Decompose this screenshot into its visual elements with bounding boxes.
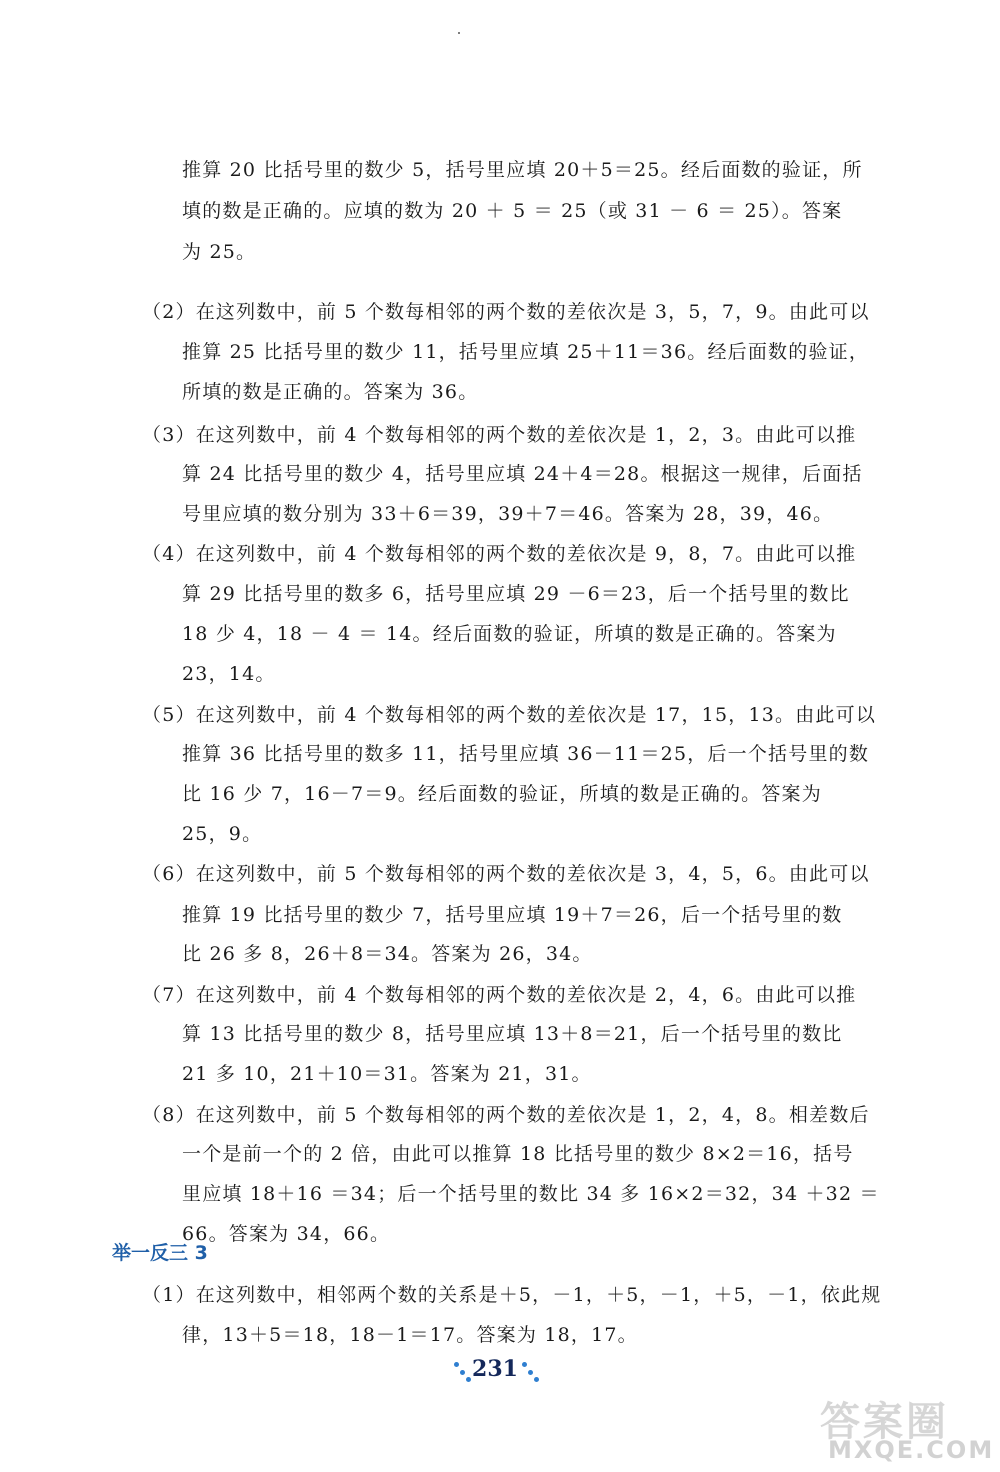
- text-line: 18 少 4，18 － 4 ＝ 14。经后面数的验证，所填的数是正确的。答案为: [182, 623, 837, 645]
- text-line: （7）在这列数中，前 4 个数每相邻的两个数的差依次是 2，4，6。由此可以推: [142, 984, 857, 1006]
- page-number: [450, 1356, 540, 1388]
- text-line: 推算 25 比括号里的数少 11，括号里应填 25＋11＝36。经后面数的验证，: [182, 341, 870, 363]
- text-line: 比 16 少 7，16－7＝9。经后面数的验证，所填的数是正确的。答案为: [182, 783, 822, 805]
- text-line: 推算 20 比括号里的数少 5，括号里应填 20＋5＝25。经后面数的验证，所: [182, 159, 863, 181]
- text-line: （6）在这列数中，前 5 个数每相邻的两个数的差依次是 3，4，5，6。由此可以: [142, 863, 870, 885]
- text-line: 比 26 多 8，26＋8＝34。答案为 26，34。: [182, 943, 593, 965]
- watermark-url: MXQE.COM: [828, 1436, 995, 1464]
- watermark-logo: [816, 1390, 995, 1468]
- text-line: 所填的数是正确的。答案为 36。: [182, 381, 479, 403]
- watermark-title: 答案圈: [820, 1399, 949, 1445]
- text-line: 25，9。: [182, 823, 263, 845]
- text-line: 为 25。: [182, 241, 257, 263]
- decor-dot-icon: [534, 1377, 539, 1382]
- text-line: 律，13＋5＝18，18－1＝17。答案为 18，17。: [182, 1324, 638, 1346]
- section-heading: 举一反三 3: [112, 1242, 208, 1264]
- text-line: 一个是前一个的 2 倍，由此可以推算 18 比括号里的数少 8×2＝16，括号: [182, 1143, 854, 1165]
- decor-dot-icon: [454, 1362, 459, 1367]
- text-line: 里应填 18＋16 ＝34；后一个括号里的数比 34 多 16×2＝32，34 ＋32 ＝: [182, 1183, 880, 1205]
- decor-dot-icon: [460, 1370, 465, 1375]
- text-line: 算 24 比括号里的数少 4，括号里应填 24＋4＝28。根据这一规律，后面括: [182, 463, 863, 485]
- decor-dot-icon: [466, 1377, 471, 1382]
- decor-dot-icon: [522, 1362, 527, 1367]
- text-line: （8）在这列数中，前 5 个数每相邻的两个数的差依次是 1，2，4，8。相差数后: [142, 1104, 870, 1126]
- text-line: （5）在这列数中，前 4 个数每相邻的两个数的差依次是 17，15，13。由此可以: [142, 704, 877, 726]
- text-line: 推算 36 比括号里的数多 11，括号里应填 36－11＝25，后一个括号里的数: [182, 743, 870, 765]
- text-line: （2）在这列数中，前 5 个数每相邻的两个数的差依次是 3，5，7，9。由此可以: [142, 301, 870, 323]
- decor-dot-icon: [528, 1370, 533, 1375]
- text-line: 算 13 比括号里的数少 8，括号里应填 13＋8＝21，后一个括号里的数比: [182, 1023, 843, 1045]
- text-line: （4）在这列数中，前 4 个数每相邻的两个数的差依次是 9，8，7。由此可以推: [142, 543, 857, 565]
- text-line: 66。答案为 34，66。: [182, 1223, 391, 1245]
- text-line: 21 多 10，21＋10＝31。答案为 21，31。: [182, 1063, 592, 1085]
- page-number-text: 231: [472, 1356, 518, 1382]
- text-line: 23，14。: [182, 663, 276, 685]
- text-line: 算 29 比括号里的数多 6，括号里应填 29 －6＝23，后一个括号里的数比: [182, 583, 850, 605]
- text-line: （1）在这列数中，相邻两个数的关系是＋5，－1，＋5，－1，＋5，－1，依此规: [142, 1284, 882, 1306]
- text-line: 号里应填的数分别为 33＋6＝39，39＋7＝46。答案为 28，39，46。: [182, 503, 834, 525]
- scan-speck: [458, 32, 460, 34]
- text-line: 填的数是正确的。应填的数为 20 ＋ 5 ＝ 25（或 31 － 6 ＝ 25）。答案: [182, 200, 843, 222]
- text-line: （3）在这列数中，前 4 个数每相邻的两个数的差依次是 1，2，3。由此可以推: [142, 424, 857, 446]
- text-line: 推算 19 比括号里的数少 7，括号里应填 19＋7＝26，后一个括号里的数: [182, 904, 843, 926]
